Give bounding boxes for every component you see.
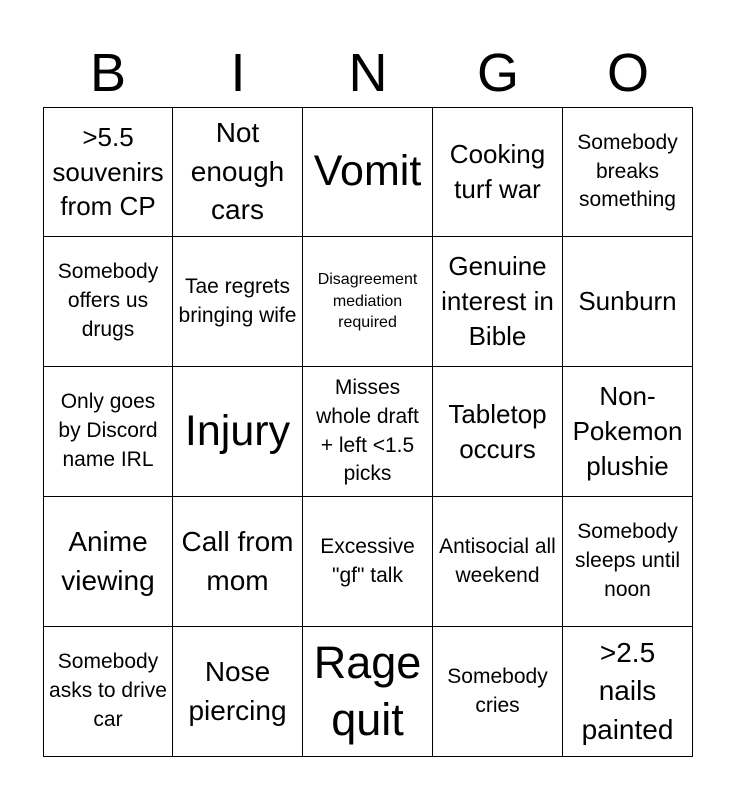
bingo-cell-text: Tae regrets bringing wife [178,274,297,327]
bingo-board [43,107,693,757]
bingo-cell-text: Genuine interest in Bible [441,251,554,351]
bingo-cell-r3-c1[interactable] [43,367,173,497]
bingo-cell-r2-c4[interactable] [433,237,563,367]
bingo-cell-r3-c3[interactable] [303,367,433,497]
bingo-cell-text: >5.5 souvenirs from CP [52,121,164,222]
bingo-cell-r1-c1[interactable] [43,107,173,237]
bingo-cell-text: Rage quit [313,637,422,745]
bingo-cell-r1-c5[interactable] [563,107,693,237]
bingo-cell-text: Antisocial all weekend [439,534,556,587]
bingo-cell-r2-c5[interactable] [563,237,693,367]
bingo-cell-r2-c3[interactable] [303,237,433,367]
bingo-cell-r5-c4[interactable] [433,627,563,757]
header-letter-g: G [476,43,519,103]
bingo-cell-text: Sunburn [578,286,677,317]
bingo-cell-text: Injury [184,406,291,455]
bingo-cell-r2-c2[interactable] [173,237,303,367]
bingo-cell-text: Non-Pokemon plushie [572,381,683,481]
bingo-cell-r5-c3[interactable] [303,627,433,757]
bingo-cell-text: Somebody sleeps until noon [574,520,681,601]
bingo-cell-text: >2.5 nails painted [581,636,674,745]
bingo-cell-text: Nose piercing [188,655,287,726]
bingo-cell-text: Misses whole draft + left <1.5 picks [316,375,419,486]
bingo-cell-r4-c2[interactable] [173,497,303,627]
bingo-cell-r1-c4[interactable] [433,107,563,237]
bingo-cell-text: Disagreement mediation required [317,271,418,332]
bingo-cell-r4-c4[interactable] [433,497,563,627]
bingo-cell-text: Somebody offers us drugs [57,260,159,341]
bingo-cell-text: Not enough cars [190,117,285,226]
bingo-cell-text: Anime viewing [61,525,155,596]
bingo-cell-r3-c4[interactable] [433,367,563,497]
bingo-cell-r3-c2[interactable] [173,367,303,497]
header-letter-o: O [606,43,649,103]
bingo-cell-text: Vomit [313,147,422,196]
bingo-cell-r5-c5[interactable] [563,627,693,757]
bingo-cell-text: Somebody cries [447,664,548,717]
bingo-cell-r4-c1[interactable] [43,497,173,627]
bingo-cell-r2-c1[interactable] [43,237,173,367]
bingo-cell-text: Only goes by Discord name IRL [58,390,158,471]
bingo-header [43,40,693,106]
header-letter-b: B [89,43,127,103]
header-letter-n: N [348,43,388,103]
bingo-cell-text: Tabletop occurs [448,398,547,464]
bingo-cell-text: Somebody breaks something [577,130,678,212]
bingo-cell-text: Somebody asks to drive car [49,650,167,731]
bingo-cell-r3-c5[interactable] [563,367,693,497]
bingo-cell-r1-c2[interactable] [173,107,303,237]
bingo-cell-r4-c3[interactable] [303,497,433,627]
bingo-cell-r1-c3[interactable] [303,107,433,237]
bingo-cell-text: Excessive "gf" talk [320,534,415,587]
bingo-cell-text: Call from mom [181,525,294,596]
bingo-cell-text: Cooking turf war [449,139,546,204]
header-letter-i: I [230,43,246,103]
bingo-cell-r5-c1[interactable] [43,627,173,757]
bingo-cell-r5-c2[interactable] [173,627,303,757]
bingo-cell-r4-c5[interactable] [563,497,693,627]
